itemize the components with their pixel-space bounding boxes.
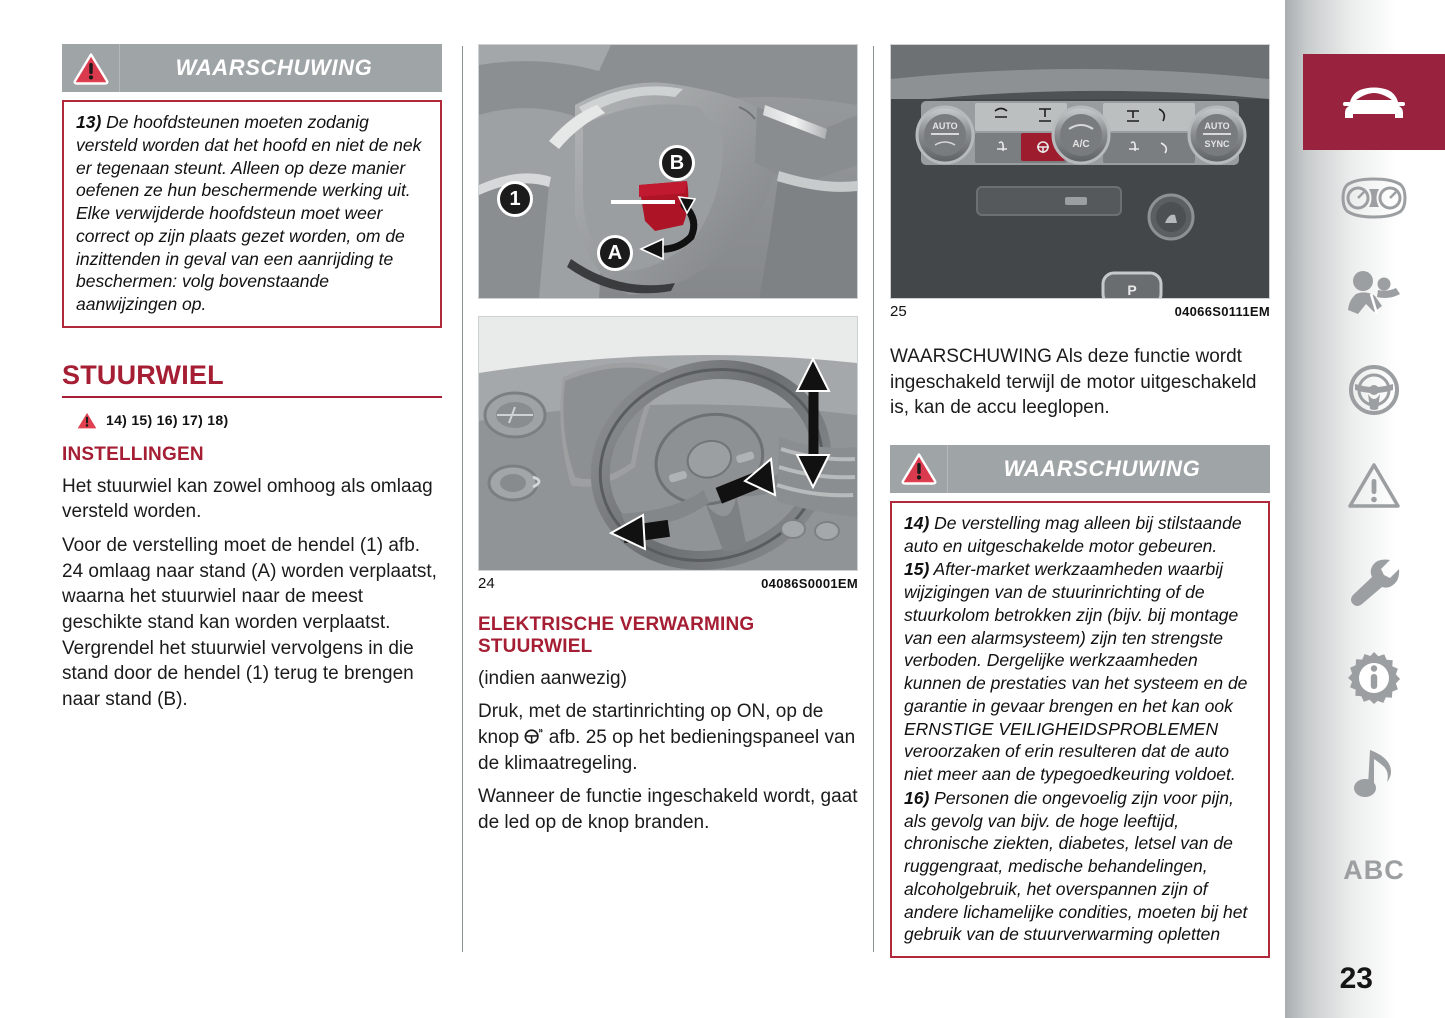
svg-text:P: P	[1127, 282, 1137, 298]
chapter-tab-list	[1303, 54, 1445, 918]
sidebar-item-multimedia[interactable]	[1303, 726, 1445, 822]
warning-item-15-number: 15)	[904, 559, 930, 580]
warning-item-16-text: Personen die ongevoelig zijn voor pijn, als gevolg van bijv. de hoge leeftijd, chronische ziekten, diabetes, letsel van de ruggengraat, medische behandelingen, alcoholgebruik, het overspannen zijn of andere lichamelijke condities, moeten bij het gebruik van de stuurverwarming opletten	[904, 787, 1248, 945]
paragraph-druk-part-a: Druk, met de startinrichting op ON, op de	[478, 701, 824, 723]
warning-item-16	[904, 787, 1256, 946]
svg-text:AUTO: AUTO	[1204, 121, 1230, 131]
sidebar-item-steering-wheel[interactable]	[1303, 342, 1445, 438]
warning-triangle-icon	[62, 44, 120, 92]
sidebar-item-car[interactable]	[1303, 54, 1445, 150]
figure-24-lower	[478, 316, 858, 592]
dashboard-gauges-icon	[1341, 177, 1407, 219]
warning-item-16-number: 16)	[904, 787, 930, 808]
warning-triangle-icon	[1347, 462, 1401, 510]
column-1	[62, 44, 442, 713]
warning-item-15-text: After-market werkzaamheden waarbij wijzigingen van de stuurinrichting of de stuurkolom betrokken zijn (bijv. bij montage van een alarmsysteem) zijn ten strengste verboden. Dergelijke werkzaamheden kunnen de prestaties van het systeem en de garantie in gevaar brengen en het kan ook ERNSTIGE VEILIGHEIDSPROBLEMEN veroorzaken of erin resulteren dat de auto niet meer aan de typegoedkeuring voldoet.	[904, 559, 1248, 785]
warning-box-2	[890, 501, 1270, 958]
sidebar-item-safety[interactable]	[1303, 246, 1445, 342]
warning-header-bar-1	[62, 44, 442, 92]
column-divider-1	[462, 46, 463, 952]
gear-info-icon	[1347, 651, 1401, 705]
svg-text:AUTO: AUTO	[932, 121, 958, 131]
callout-a-label: A	[607, 241, 623, 264]
column-divider-2	[873, 46, 874, 952]
paragraph-indien-aanwezig: (indien aanwezig)	[478, 667, 627, 689]
sidebar-item-maintenance[interactable]	[1303, 534, 1445, 630]
figure-25-code: 04066S0111EM	[1174, 304, 1270, 319]
warning-item-14	[904, 512, 1256, 558]
sidebar-item-warning[interactable]	[1303, 438, 1445, 534]
column-3	[890, 44, 1270, 958]
note-battery-drain: WAARSCHUWING Als deze functie wordt ingeschakeld terwijl de motor uitgeschakeld is, kan de accu leeglopen.	[890, 346, 1257, 419]
svg-text:SYNC: SYNC	[1204, 139, 1230, 149]
sidebar-item-info[interactable]	[1303, 630, 1445, 726]
subsection-title-instellingen: INSTELLINGEN	[62, 443, 204, 465]
paragraph-druk-part-b: knop	[478, 726, 520, 748]
figure-24-code: 04086S0001EM	[761, 576, 858, 591]
callout-a	[597, 235, 633, 271]
title-rule	[62, 396, 442, 398]
sidebar-item-dashboard[interactable]	[1303, 150, 1445, 246]
airbag-safety-icon	[1344, 270, 1404, 318]
figure-24-caption	[478, 575, 858, 592]
callout-b	[659, 145, 695, 181]
warning-header-label-2: WAARSCHUWING	[1003, 455, 1201, 481]
car-icon	[1341, 80, 1407, 124]
warning-item-15	[904, 558, 1256, 786]
subsection-title-line1: ELEKTRISCHE VERWARMING	[478, 614, 755, 635]
steering-wheel-adjustment-photo	[478, 316, 858, 571]
subsection-title-line2: STUURWIEL	[478, 635, 593, 657]
column-2	[478, 44, 858, 836]
climate-control-panel-photo	[890, 44, 1270, 299]
subsection-title-heated-wheel	[478, 614, 858, 658]
warning-box-1	[62, 100, 442, 328]
paragraph-druk-knop	[478, 699, 858, 776]
warning-item-13-number: 13)	[76, 112, 102, 132]
warning-item-14-number: 14)	[904, 512, 930, 533]
figure-25-number: 25	[890, 303, 907, 320]
wrench-icon	[1348, 556, 1400, 608]
callout-1	[497, 181, 533, 217]
steering-column-lever-photo	[478, 44, 858, 299]
warning-triangle-icon	[890, 445, 948, 493]
warning-item-13	[76, 111, 428, 316]
warning-reference-line	[62, 410, 442, 430]
sidebar-item-index[interactable]	[1303, 822, 1445, 918]
heated-steering-wheel-icon	[524, 728, 543, 745]
figure-25-caption	[890, 303, 1270, 320]
svg-text:A/C: A/C	[1072, 139, 1090, 150]
warning-header-label-1: WAARSCHUWING	[175, 55, 373, 80]
chapter-sidebar	[1285, 0, 1445, 1018]
paragraph-1: Het stuurwiel kan zowel omhoog als omlaag versteld worden.	[62, 475, 433, 523]
page-number: 23	[1339, 962, 1373, 995]
warning-reference-numbers: 14) 15) 16) 17) 18)	[106, 411, 229, 428]
paragraph-druk-part-c: afb. 25 op het bedieningspaneel	[548, 726, 820, 748]
warning-item-13-text: De hoofdsteunen moeten zodanig versteld worden dat het hoofd en niet de nek er tegenaan steunt. Alleen op deze manier oefenen ze hun beschermende werking uit. Elke verwijderde hoofdsteun moet weer correct op zijn plaats gezet worden, om de inzittenden in geval van een aanrijding te beschermen: volg bovenstaande aanwijzingen op.	[76, 112, 422, 314]
callout-1-label: 1	[509, 187, 521, 210]
paragraph-led-brandt: Wanneer de functie ingeschakeld wordt, gaat de led op de knop branden.	[478, 786, 858, 833]
warning-header-bar-2	[890, 445, 1270, 493]
figure-25	[890, 44, 1270, 320]
music-note-icon	[1352, 748, 1396, 800]
warning-triangle-icon	[76, 410, 98, 430]
abc-index-icon: ABC	[1343, 854, 1405, 885]
warning-item-14-text: De verstelling mag alleen bij stilstaande auto en uitgeschakelde motor gebeuren.	[904, 512, 1242, 556]
figure-24-number: 24	[478, 575, 495, 592]
callout-b-label: B	[669, 151, 685, 174]
paragraph-druk-part-d: van de klimaatregeling.	[478, 726, 856, 774]
steering-wheel-icon	[1348, 364, 1400, 416]
page-title: STUURWIEL	[62, 359, 224, 390]
figure-24	[478, 44, 858, 299]
paragraph-2: Voor de verstelling moet de hendel (1) afb. 24 omlaag naar stand (A) worden verplaatst, waarna het stuurwiel naar de meest geschikte stand kan worden verplaatst. Vergrendel het stuurwiel vervolgens in die stand door de hendel (1) terug te brengen naar stand (B).	[62, 535, 437, 710]
